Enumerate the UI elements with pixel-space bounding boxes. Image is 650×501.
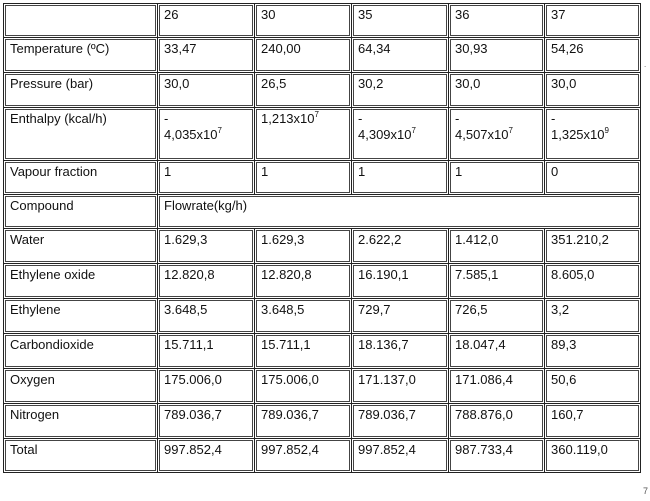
table-cell: 1 bbox=[255, 161, 352, 195]
table-cell: 50,6 bbox=[545, 369, 641, 404]
table-cell: 30,2 bbox=[352, 73, 449, 108]
table-cell: 1.629,3 bbox=[158, 229, 255, 264]
table-cell: 987.733,4 bbox=[449, 439, 545, 473]
row-label: Temperature (ºC) bbox=[4, 38, 158, 73]
enthalpy-exponent: 7 bbox=[314, 109, 319, 119]
enthalpy-row bbox=[4, 108, 641, 161]
table-cell: 89,3 bbox=[545, 334, 641, 369]
sign-mark: - bbox=[164, 111, 169, 126]
row-label: Pressure (bar) bbox=[4, 73, 158, 108]
table-cell: 3.648,5 bbox=[158, 299, 255, 334]
compound-name: Oxygen bbox=[4, 369, 158, 404]
table-cell: 8.605,0 bbox=[545, 264, 641, 299]
table-cell: 30,93 bbox=[449, 38, 545, 73]
table-cell: 33,47 bbox=[158, 38, 255, 73]
enthalpy-cell bbox=[158, 108, 255, 161]
enthalpy-exponent: 7 bbox=[508, 125, 513, 135]
table-cell: 18.047,4 bbox=[449, 334, 545, 369]
table-cell: 171.137,0 bbox=[352, 369, 449, 404]
flowrate-header: Flowrate(kg/h) bbox=[158, 195, 641, 229]
table-cell: 30,0 bbox=[545, 73, 641, 108]
stream-number: 35 bbox=[352, 4, 449, 38]
pressure-row bbox=[4, 73, 641, 108]
compound-row-ethylene bbox=[4, 299, 641, 334]
enthalpy-exponent: 7 bbox=[411, 125, 416, 135]
table-cell: 789.036,7 bbox=[255, 404, 352, 439]
table-cell: 2.622,2 bbox=[352, 229, 449, 264]
stream-number: 30 bbox=[255, 4, 352, 38]
enthalpy-cell bbox=[352, 108, 449, 161]
table-cell: 12.820,8 bbox=[158, 264, 255, 299]
table-cell: 240,00 bbox=[255, 38, 352, 73]
table-cell: 3.648,5 bbox=[255, 299, 352, 334]
compound-name: Water bbox=[4, 229, 158, 264]
table-cell: 7.585,1 bbox=[449, 264, 545, 299]
table-cell: 18.136,7 bbox=[352, 334, 449, 369]
row-label: Vapour fraction bbox=[4, 161, 158, 195]
compound-name: Ethylene oxide bbox=[4, 264, 158, 299]
compound-name: Carbondioxide bbox=[4, 334, 158, 369]
temperature-row bbox=[4, 38, 641, 73]
table-cell: 26,5 bbox=[255, 73, 352, 108]
enthalpy-cell bbox=[255, 108, 352, 161]
table-cell: 171.086,4 bbox=[449, 369, 545, 404]
table-cell: 788.876,0 bbox=[449, 404, 545, 439]
compound-header-row bbox=[4, 195, 641, 229]
table-cell: 175.006,0 bbox=[158, 369, 255, 404]
enthalpy-mantissa: 1,325x10 bbox=[551, 127, 605, 142]
table-cell: 1.629,3 bbox=[255, 229, 352, 264]
enthalpy-exponent: 9 bbox=[604, 125, 609, 135]
enthalpy-exponent: 7 bbox=[217, 125, 222, 135]
compound-row-oxygen bbox=[4, 369, 641, 404]
corner-cell bbox=[4, 4, 158, 38]
table-cell: 30,0 bbox=[449, 73, 545, 108]
compound-name: Nitrogen bbox=[4, 404, 158, 439]
enthalpy-cell bbox=[449, 108, 545, 161]
table-cell: 1 bbox=[158, 161, 255, 195]
table-cell: 726,5 bbox=[449, 299, 545, 334]
stream-data-table bbox=[3, 3, 641, 473]
page-edge-mark: 7 bbox=[642, 486, 648, 496]
table-cell: 1 bbox=[449, 161, 545, 195]
compound-row-water bbox=[4, 229, 641, 264]
table-cell: 1 bbox=[352, 161, 449, 195]
compound-row-nitrogen bbox=[4, 404, 641, 439]
table-cell: 789.036,7 bbox=[158, 404, 255, 439]
table-cell: 15.711,1 bbox=[255, 334, 352, 369]
table-cell: 54,26 bbox=[545, 38, 641, 73]
table-cell: 997.852,4 bbox=[255, 439, 352, 473]
table-cell: 3,2 bbox=[545, 299, 641, 334]
row-label: Enthalpy (kcal/h) bbox=[4, 108, 158, 161]
compound-header-label: Compound bbox=[4, 195, 158, 229]
sign-mark: - bbox=[551, 111, 556, 126]
table-cell: 15.711,1 bbox=[158, 334, 255, 369]
page-edge-mark: . bbox=[644, 60, 647, 69]
compound-row-carbondioxide bbox=[4, 334, 641, 369]
row-label: Total bbox=[4, 439, 158, 473]
table-cell: 351.210,2 bbox=[545, 229, 641, 264]
table-cell: 0 bbox=[545, 161, 641, 195]
enthalpy-cell bbox=[545, 108, 641, 161]
stream-number: 26 bbox=[158, 4, 255, 38]
table-cell: 1.412,0 bbox=[449, 229, 545, 264]
sign-mark: - bbox=[358, 111, 363, 126]
table-cell: 789.036,7 bbox=[352, 404, 449, 439]
sign-mark: - bbox=[455, 111, 460, 126]
table-cell: 997.852,4 bbox=[158, 439, 255, 473]
stream-header-row bbox=[4, 4, 641, 38]
enthalpy-mantissa: 1,213x10 bbox=[261, 111, 315, 126]
stream-number: 37 bbox=[545, 4, 641, 38]
table-cell: 160,7 bbox=[545, 404, 641, 439]
table-cell: 175.006,0 bbox=[255, 369, 352, 404]
table-cell: 997.852,4 bbox=[352, 439, 449, 473]
table-cell: 12.820,8 bbox=[255, 264, 352, 299]
enthalpy-mantissa: 4,309x10 bbox=[358, 127, 412, 142]
total-row bbox=[4, 439, 641, 473]
table-cell: 360.119,0 bbox=[545, 439, 641, 473]
compound-name: Ethylene bbox=[4, 299, 158, 334]
enthalpy-mantissa: 4,035x10 bbox=[164, 127, 218, 142]
table-cell: 729,7 bbox=[352, 299, 449, 334]
table-cell: 16.190,1 bbox=[352, 264, 449, 299]
table-cell: 64,34 bbox=[352, 38, 449, 73]
enthalpy-mantissa: 4,507x10 bbox=[455, 127, 509, 142]
vapour-fraction-row bbox=[4, 161, 641, 195]
compound-row-ethylene-oxide bbox=[4, 264, 641, 299]
stream-number: 36 bbox=[449, 4, 545, 38]
table-cell: 30,0 bbox=[158, 73, 255, 108]
